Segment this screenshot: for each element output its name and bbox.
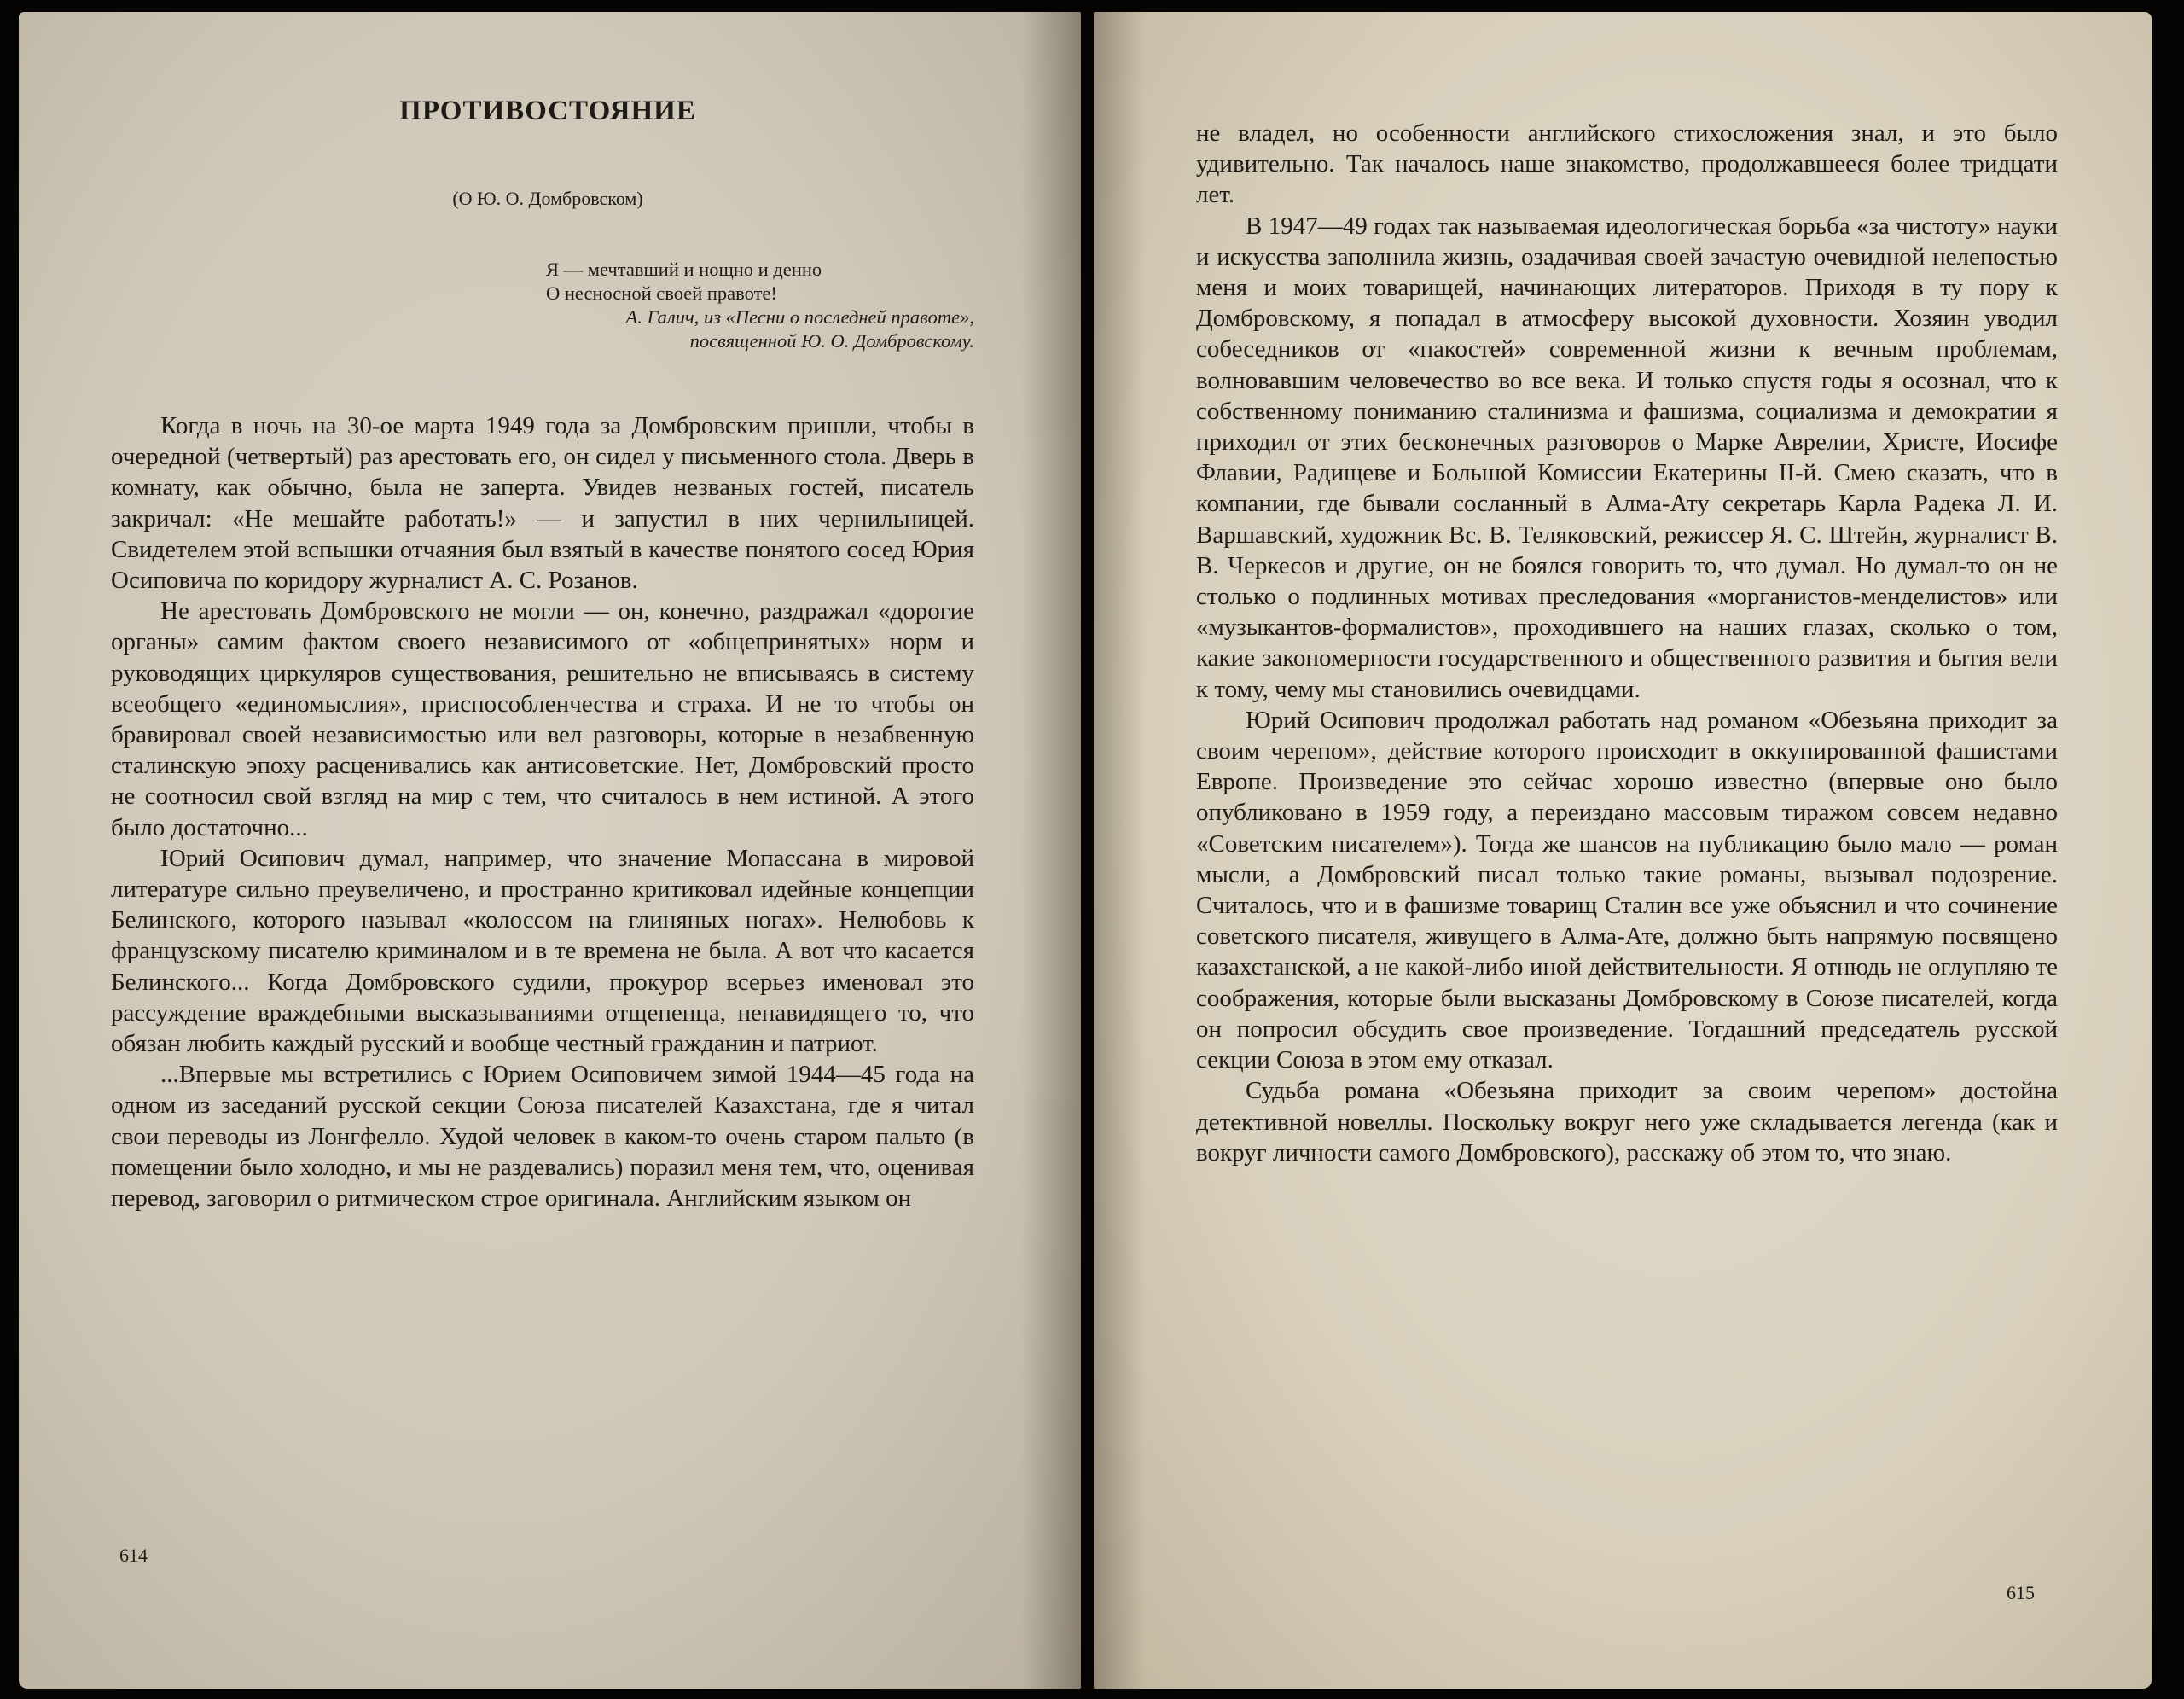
right-page	[1094, 12, 2152, 1689]
epigraph-line-2: О несносной своей правоте!	[546, 282, 777, 304]
page-number: 615	[2007, 1582, 2035, 1603]
page-number: 614	[119, 1545, 148, 1566]
paragraph: Юрий Осипович думал, например, что значение Мопассана в мировой литературе сильно преувеличено, и пространно критиковал идейные концепции Белинского, которого называл «колоссом на глиняных ногах». Нелюбовь к французскому писателю криминалом и в те времена не была. А вот что касается Белинского... Когда Домбровского судили, прокурор всерьез именовал это рассуждение враждебными высказываниями отщепенца, ненавидящего то, что обязан любить каждый русский и вообще честный гражданин и патриот.	[111, 844, 974, 1058]
chapter-title: ПРОТИВОСТОЯНИЕ	[399, 96, 696, 126]
chapter-subtitle: (О Ю. О. Домбровском)	[452, 188, 643, 209]
paragraph: Когда в ночь на 30-ое марта 1949 года за Домбровским пришли, чтобы в очередной (четвертый) раз арестовать его, он сидел у письменного стола. Дверь в комнату, как обычно, была не заперта. Увидев незваных гостей, писатель закричал: «Не мешайте работать!» — и запустил в них чернильницей. Свидетелем этой вспышки отчаяния был взятый в качестве понятого сосед Юрия Осиповича по коридору журналист А. С. Розанов.	[111, 412, 974, 595]
epigraph-line-1: Я — мечтавший и нощно и денно	[546, 259, 822, 280]
paragraph: Судьба романа «Обезьяна приходит за своим черепом» достойна детективной новеллы. Поскольку вокруг него уже складывается легенда (как и вокруг личности самого Домбровского), расскажу об этом то, что знаю.	[1196, 1077, 2058, 1167]
right-page-gutter-shadow	[1094, 12, 1145, 1689]
paragraph: ...Впервые мы встретились с Юрием Осиповичем зимой 1944—45 года на одном из заседаний русской секции Союза писателей Казахстана, где я читал свои переводы из Лонгфелло. Худой человек в каком-то очень старом пальто (в помещении было холодно, и мы не раздевались) поразил меня тем, что, оценивая перевод, заговорил о ритмическом строе оригинала. Английским языком он	[111, 1061, 974, 1213]
left-page-body	[111, 410, 974, 1213]
left-page	[19, 12, 1081, 1689]
paragraph: не владел, но особенности английского стихосложения знал, и это было удивительно. Так началось наше знакомство, продолжавшееся более тридцати лет.	[1196, 119, 2058, 209]
paragraph: В 1947—49 годах так называемая идеологическая борьба «за чистоту» науки и искусства заполнила жизнь, озадачивая своей зачастую очевидной нелепостью меня и моих товарищей, начинающих литераторов. Приходя в ту пору к Домбровскому, я попадал в атмосферу высокой духовности. Хозяин уводил собеседников от «пакостей» современной жизни к вечным проблемам, волновавшим человечество во все века. И только спустя годы я осознал, что к собственному пониманию сталинизма и фашизма, социализма и демократии я приходил от этих бесконечных разговоров о Марке Аврелии, Христе, Иосифе Флавии, Радищеве и Большой Комиссии Екатерины II-й. Смею сказать, что в компании, где бывали сосланный в Алма-Ату секретарь Карла Радека Л. И. Варшавский, художник Вс. В. Теляковский, режиссер Я. С. Штейн, журналист В. В. Черкесов и другие, он не боялся говорить то, что думал. Но думал-то он не столько о подлинных мотивах преследования «морганистов-менделистов» или «музыкантов-формалистов», проходившего на наших глазах, сколько о том, какие закономерности государственного и общественного развития и бытия вели к тому, чему мы становились очевидцами.	[1196, 212, 2058, 703]
left-page-gutter-shadow	[1021, 12, 1081, 1689]
right-page-body	[1196, 118, 2058, 1168]
paragraph: Юрий Осипович продолжал работать над романом «Обезьяна приходит за своим черепом», действие которого происходит в оккупированной фашистами Европе. Произведение это сейчас хорошо известно (впервые оно было опубликовано в 1959 году, а переиздано массовым тиражом совсем недавно «Советским писателем»). Тогда же шансов на публикацию было мало — роман мысли, а Домбровский писал только такие романы, вызывал подозрение. Считалось, что и в фашизме товарищ Сталин все уже объяснил и что сочинение советского писателя, живущего в Алма-Ате, должно быть напрямую посвящено казахстанской, а не какой-либо иной действительности. Я отнюдь не оглупляю те соображения, которые были высказаны Домбровскому в Союзе писателей, когда он попросил обсудить свое произведение. Тогдашний председатель русской секции Союза в этом ему отказал.	[1196, 706, 2058, 1074]
epigraph-attribution: А. Галич, из «Песни о последней правоте», посвященной Ю. О. Домбровскому.	[625, 306, 974, 352]
paragraph: Не арестовать Домбровского не могли — он, конечно, раздражал «дорогие органы» самим фактом своего независимого от «общепринятых» норм и руководящих циркуляров существования, решительно не вписываясь в систему всеобщего «единомыслия», приспособленчества и страха. И не то чтобы он бравировал своей независимостью или вел разговоры, которые в незабвенную сталинскую эпоху расценивались как антисоветские. Нет, Домбровский просто не соотносил свой взгляд на мир с тем, что считалось в нем истиной. А этого было достаточно...	[111, 597, 974, 841]
epigraph	[531, 258, 974, 353]
